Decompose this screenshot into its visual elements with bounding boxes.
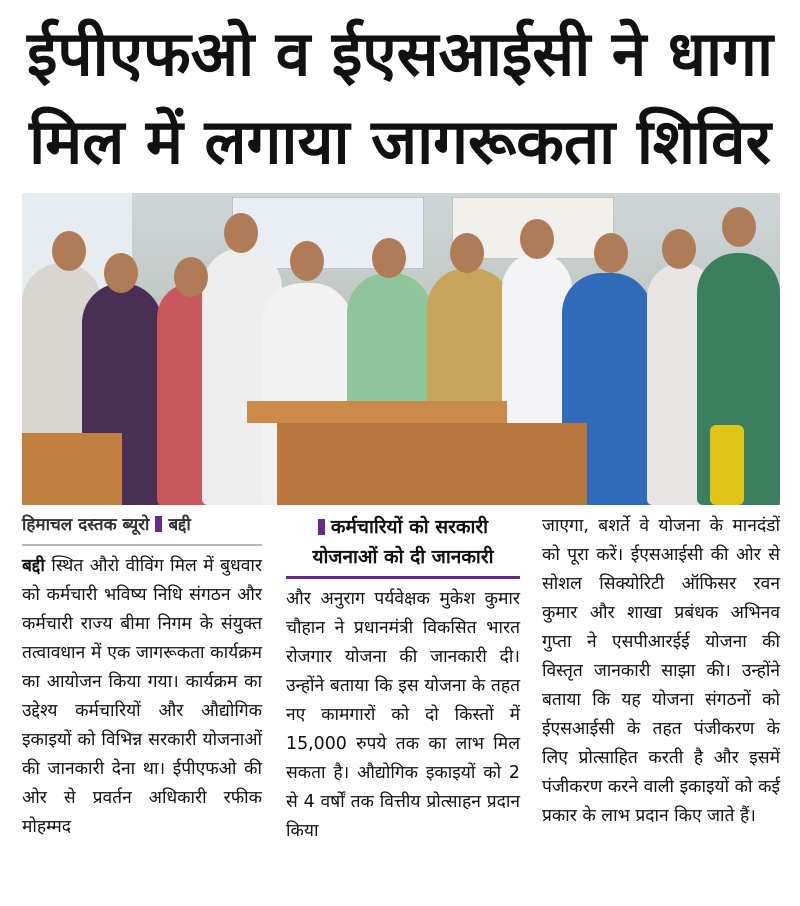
photo-head: [722, 207, 756, 247]
photo-head: [594, 233, 628, 273]
subheading-line-1: कर्मचारियों को सरकारी: [330, 516, 489, 538]
byline-source: हिमाचल दस्तक ब्यूरो: [22, 515, 150, 535]
photo-head: [450, 233, 484, 273]
photo-desk: [22, 433, 122, 505]
photo-table-front: [277, 423, 587, 505]
photo-head: [290, 241, 324, 281]
subheading-bar-icon: [318, 519, 325, 535]
article-column-1: [22, 512, 262, 842]
article-paragraph: [22, 552, 262, 842]
photo-head: [104, 253, 138, 293]
article-text-1: स्थित औरो वीविंग मिल में बुधवार को कर्मचारी भविष्य निधि संगठन और कर्मचारी राज्य बीमा निगम के संयुक्त तत्वावधान में एक जागरूकता कार्यक्रम का आयोजन किया गया। कार्यक्रम का उद्देश्य कर्मचारियों और औद्योगिक इकाइयों को विभिन्न सरकारी योजनाओं की जानकारी देना था। ईपीएफओ की ओर से प्रवर्तन अधिकारी रफीक मोहम्मद: [22, 556, 263, 837]
byline-location: बद्दी: [168, 515, 191, 535]
article-lead-word: बद्दी: [22, 556, 45, 576]
byline: [22, 512, 262, 546]
headline-line-2: मिल में लगाया जागरूकता शिविर: [29, 105, 771, 178]
article-text-2: और अनुराग पर्यवेक्षक मुकेश कुमार चौहान ने प्रधानमंत्री विकसित भारत रोजगार योजना की जानकारी दी। उन्होंने बताया कि इस योजना के तहत नए कामगारों को दो किस्तों में 15,000 रुपये तक का लाभ मिल सकता है। औद्योगिक इकाइयों को 2 से 4 वर्षों तक वित्तीय प्रोत्साहन प्रदान किया: [286, 589, 520, 841]
byline-separator-icon: [155, 516, 162, 532]
subheading-line-2: योजनाओं को दी जानकारी: [312, 546, 494, 568]
photo-head: [662, 229, 696, 269]
photo-table: [247, 401, 507, 423]
group-photo: [22, 193, 780, 505]
photo-head: [224, 213, 258, 253]
headline-line-1: ईपीएफओ व ईएसआईसी ने धागा: [26, 17, 774, 90]
subheading: [286, 512, 520, 579]
article-column-2: [286, 512, 520, 846]
photo-bottle: [710, 425, 744, 505]
article-column-3: [542, 512, 780, 831]
article-text-3: जाएगा, बशर्ते वे योजना के मानदंडों को पूरा करें। ईएसआईसी की ओर से सोशल सिक्योरिटी ऑफिसर रवन कुमार और शाखा प्रबंधक अभिनव गुप्ता ने एसपीआरईई योजना की विस्तृत जानकारी साझा की। उन्होंने बताया कि यह योजना संगठनों को ईएसआईसी के तहत पंजीकरण के लिए प्रोत्साहित करती है और इसमें पंजीकरण करने वाली इकाइयों को कई प्रकार के लाभ प्रदान किए जाते हैं।: [542, 516, 780, 826]
photo-head: [52, 231, 86, 271]
photo-head: [372, 238, 406, 278]
photo-head: [174, 257, 208, 297]
headline: [0, 10, 800, 186]
photo-head: [520, 219, 554, 259]
